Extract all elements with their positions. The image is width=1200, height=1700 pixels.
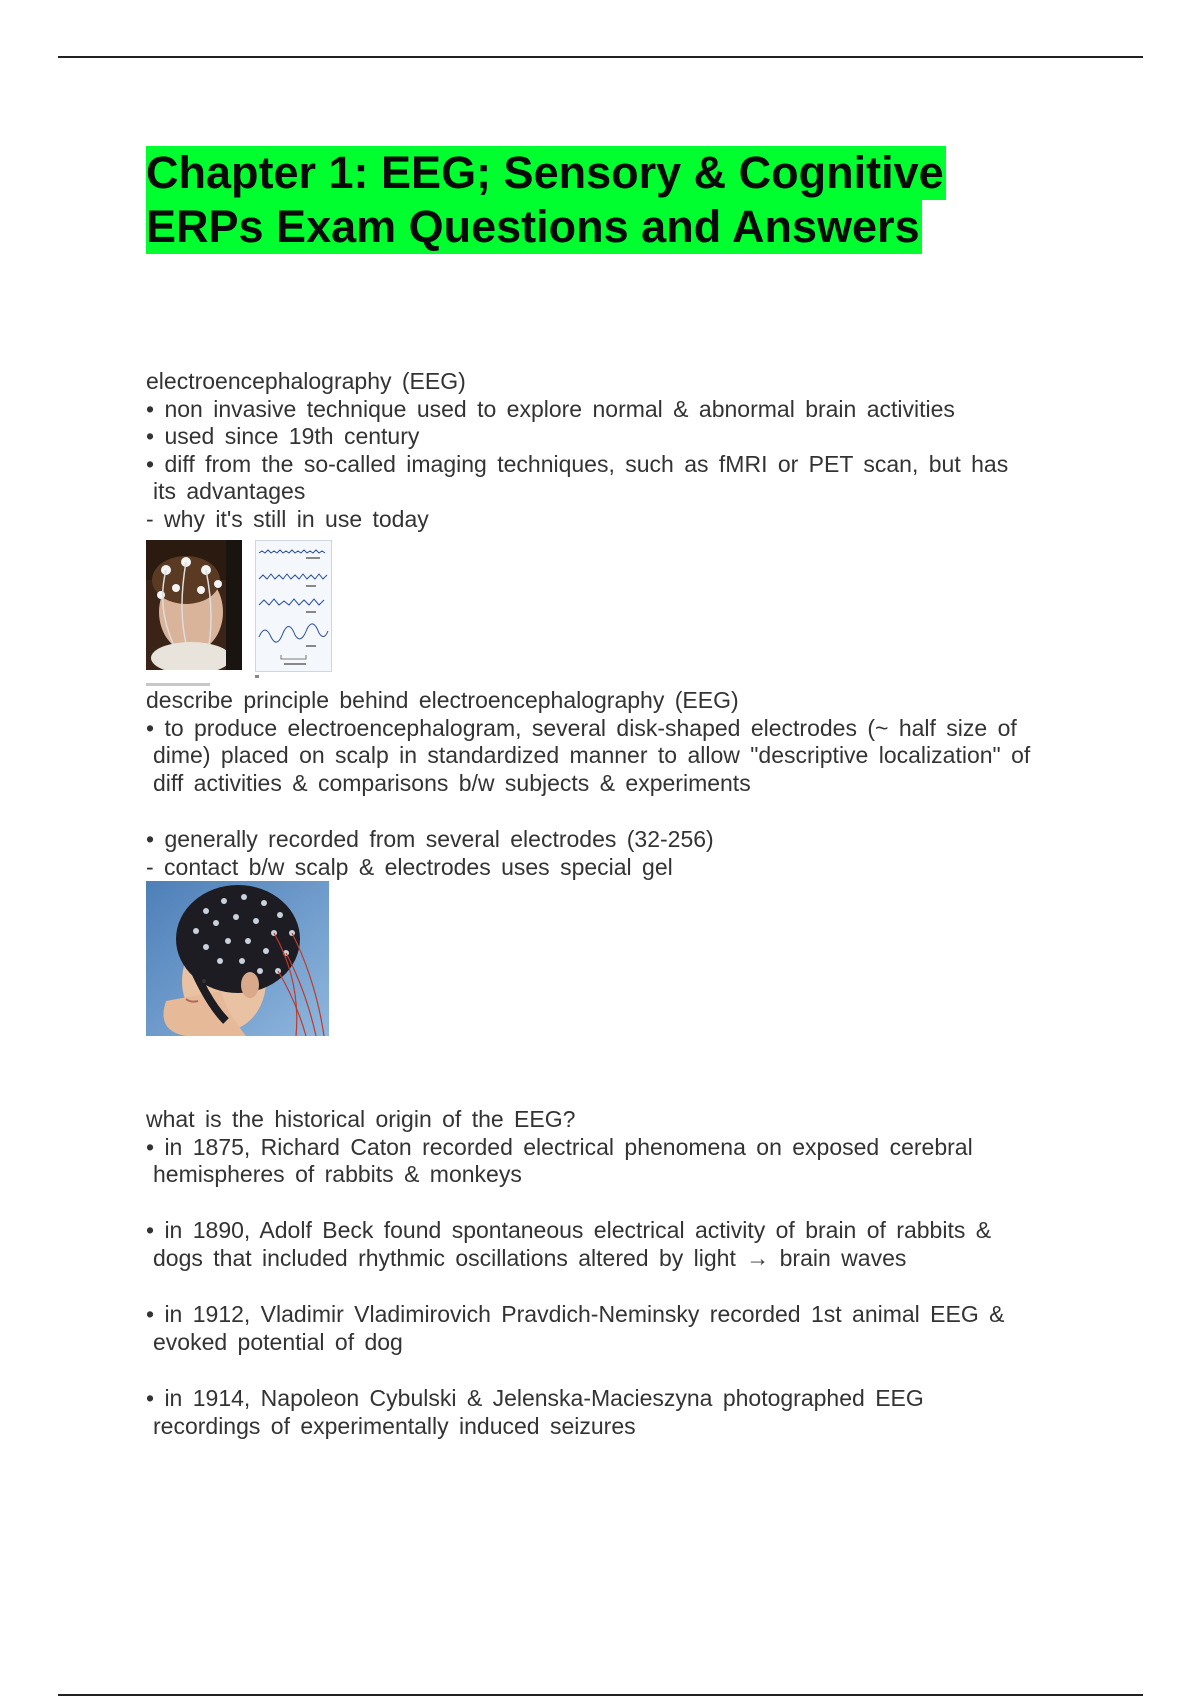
electrode-cap-photo (146, 881, 329, 1036)
bullet-line: • in 1890, Adolf Beck found spontaneous electrical activity of brain of rabbits & (146, 1217, 992, 1243)
child-eeg-photo (146, 540, 242, 670)
bullet-line: • generally recorded from several electrodes (32-256) (146, 826, 714, 852)
section-eeg-principle-recording (146, 826, 1106, 881)
bullet-line: • used since 19th century (146, 423, 420, 449)
figure-caption-mark (255, 675, 259, 678)
bullet-line: - contact b/w scalp & electrodes uses special gel (146, 853, 673, 880)
bullet-line: recordings of experimentally induced seizures (153, 1412, 636, 1439)
bullet-line: • in 1912, Vladimir Vladimirovich Pravdich-Neminsky recorded 1st animal EEG & (146, 1301, 1005, 1327)
bullet-line: • to produce electroencephalogram, several disk-shaped electrodes (~ half size of (146, 714, 1017, 741)
electrode-cap-photo-image (146, 881, 329, 1036)
eeg-waveform-figure (255, 540, 332, 672)
bullet-line: dogs that included rhythmic oscillations altered by light → brain waves (153, 1244, 907, 1271)
figure-caption-mark (146, 683, 210, 686)
bullet-line: dime) placed on scalp in standardized manner to allow "descriptive localization" of (153, 742, 1031, 768)
section-eeg-definition (146, 368, 1106, 533)
bullet-line: • in 1875, Richard Caton recorded electrical phenomena on exposed cerebral (146, 1133, 973, 1160)
section-eeg-principle (146, 687, 1106, 797)
bullet-line: • in 1914, Napoleon Cybulski & Jelenska-Macieszyna photographed EEG (146, 1385, 924, 1411)
section-eeg-history-item (146, 1301, 1106, 1356)
bullet-line: hemispheres of rabbits & monkeys (153, 1161, 522, 1187)
bullet-line: evoked potential of dog (153, 1328, 403, 1355)
title-line-1: Chapter 1: EEG; Sensory & Cognitive (146, 147, 944, 198)
question-heading: describe principle behind electroencephalography (EEG) (146, 687, 739, 713)
bullet-line: • non invasive technique used to explore normal & abnormal brain activities (146, 395, 955, 422)
child-eeg-photo-image (146, 540, 242, 670)
header-rule (58, 56, 1143, 58)
section-eeg-history (146, 1106, 1106, 1189)
document-title (146, 146, 946, 254)
section-eeg-history-item (146, 1385, 1106, 1440)
bullet-line: - why it's still in use today (146, 505, 429, 532)
bullet-line: • diff from the so-called imaging techniques, such as fMRI or PET scan, but has (146, 450, 1009, 477)
title-line-2: ERPs Exam Questions and Answers (146, 201, 920, 252)
section-eeg-history-item (146, 1217, 1106, 1272)
question-heading: what is the historical origin of the EEG? (146, 1106, 576, 1132)
eeg-waveform-image (256, 541, 331, 671)
bullet-line: its advantages (153, 478, 306, 504)
bullet-line: diff activities & comparisons b/w subjects & experiments (153, 769, 751, 796)
footer-rule (58, 1694, 1143, 1696)
question-heading: electroencephalography (EEG) (146, 368, 466, 394)
